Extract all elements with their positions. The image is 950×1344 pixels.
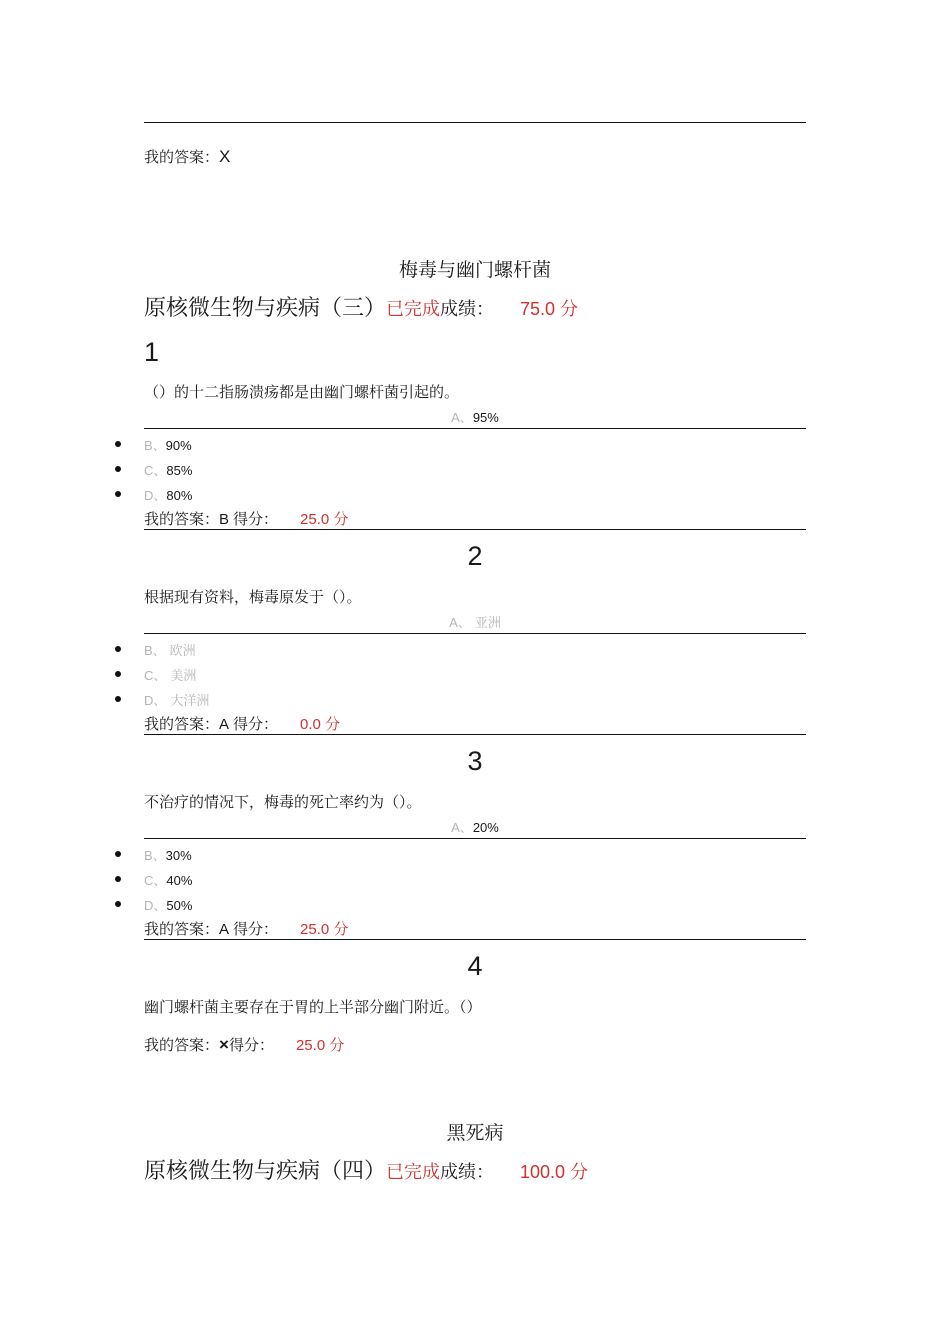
option-text: 美洲 [170, 669, 197, 684]
question-number: 2 [467, 541, 483, 571]
option-b[interactable] [144, 640, 196, 659]
divider [144, 939, 806, 940]
bullet [115, 876, 121, 882]
course-score-line [144, 291, 578, 322]
option-text: 95% [472, 410, 499, 425]
question-text: 根据现有资料，梅毒原发于（）。 [144, 588, 362, 606]
option-letter: A、 [449, 615, 471, 630]
my-answer-line [144, 146, 230, 167]
bullet [115, 646, 121, 652]
status-badge: 已完成 [386, 299, 441, 320]
score-value: 100.0 分 [520, 1162, 589, 1182]
course-title: 原核微生物与疾病（四） [144, 1159, 387, 1184]
answer-label: 我的答案： [144, 715, 220, 733]
bullet [115, 491, 121, 497]
divider [144, 734, 806, 735]
option-letter: C、 [144, 873, 167, 888]
option-letter: C、 [144, 668, 167, 683]
score-label: 得分： [228, 1036, 274, 1054]
option-text: 40% [166, 873, 193, 888]
option-letter: A、 [451, 820, 473, 835]
option-text: 80% [166, 488, 193, 503]
score-label: 得分： [233, 920, 279, 938]
option-c[interactable] [144, 665, 196, 684]
answer-label: 我的答案： [144, 1036, 220, 1054]
score-label: 成绩： [440, 1162, 495, 1183]
divider [144, 122, 806, 123]
option-letter: B、 [144, 643, 166, 658]
bullet [115, 671, 121, 677]
score-label: 得分： [233, 715, 279, 733]
option-b[interactable] [144, 845, 192, 864]
lesson-title: 黑死病 [446, 1122, 504, 1144]
option-text: 90% [165, 438, 192, 453]
option-text: 30% [165, 848, 192, 863]
bullet [115, 696, 121, 702]
option-text: 50% [166, 898, 193, 913]
answer-value: × [219, 1035, 229, 1054]
status-badge: 已完成 [386, 1162, 441, 1183]
bullet [115, 441, 121, 447]
score-label: 成绩： [440, 299, 495, 320]
option-d[interactable] [144, 690, 209, 709]
answer-score-line [144, 1034, 344, 1055]
option-text: 亚洲 [474, 616, 501, 631]
option-text: 85% [166, 463, 193, 478]
question-number: 4 [467, 951, 483, 981]
answer-score-line [144, 713, 340, 734]
option-text: 欧洲 [169, 644, 196, 659]
option-c[interactable] [144, 460, 192, 479]
option-text: 20% [472, 820, 499, 835]
bullet [115, 466, 121, 472]
answer-label: 我的答案： [144, 920, 220, 938]
score-label: 得分： [233, 510, 279, 528]
option-a[interactable] [0, 407, 950, 426]
option-text: 大洋洲 [170, 694, 210, 709]
answer-score-line [144, 508, 348, 529]
question-number: 3 [467, 746, 483, 776]
bullet [115, 901, 121, 907]
question-text: （）的十二指肠溃疡都是由幽门螺杆菌引起的。 [144, 383, 460, 401]
lesson-title: 梅毒与幽门螺杆菌 [398, 259, 551, 281]
question-text: 不治疗的情况下，梅毒的死亡率约为（）。 [144, 793, 422, 811]
option-letter: C、 [144, 463, 167, 478]
bullet [115, 851, 121, 857]
course-score-line [144, 1154, 588, 1185]
answer-value: X [219, 147, 231, 166]
option-b[interactable] [144, 435, 192, 454]
question-number: 1 [144, 337, 160, 367]
score-value: 25.0 分 [300, 511, 349, 528]
score-value: 0.0 分 [300, 716, 341, 733]
option-letter: B、 [144, 438, 166, 453]
option-letter: D、 [144, 488, 167, 503]
divider [144, 529, 806, 530]
answer-score-line [144, 918, 348, 939]
course-title: 原核微生物与疾病（三） [144, 296, 387, 321]
divider [144, 428, 806, 429]
option-d[interactable] [144, 895, 192, 914]
option-letter: A、 [451, 410, 473, 425]
option-c[interactable] [144, 870, 192, 889]
answer-label: 我的答案： [144, 510, 220, 528]
option-a[interactable] [0, 817, 950, 836]
answer-value: A [219, 716, 230, 733]
divider [144, 838, 806, 839]
option-d[interactable] [144, 485, 192, 504]
answer-value: B [219, 511, 230, 528]
option-a[interactable] [0, 612, 950, 631]
score-value: 25.0 分 [300, 921, 349, 938]
divider [144, 633, 806, 634]
answer-value: A [219, 921, 230, 938]
score-value: 75.0 分 [520, 299, 579, 319]
answer-label: 我的答案： [144, 148, 220, 166]
option-letter: D、 [144, 693, 167, 708]
option-letter: B、 [144, 848, 166, 863]
question-text: 幽门螺杆菌主要存在于胃的上半部分幽门附近。（） [144, 998, 482, 1016]
option-letter: D、 [144, 898, 167, 913]
score-value: 25.0 分 [295, 1037, 345, 1054]
